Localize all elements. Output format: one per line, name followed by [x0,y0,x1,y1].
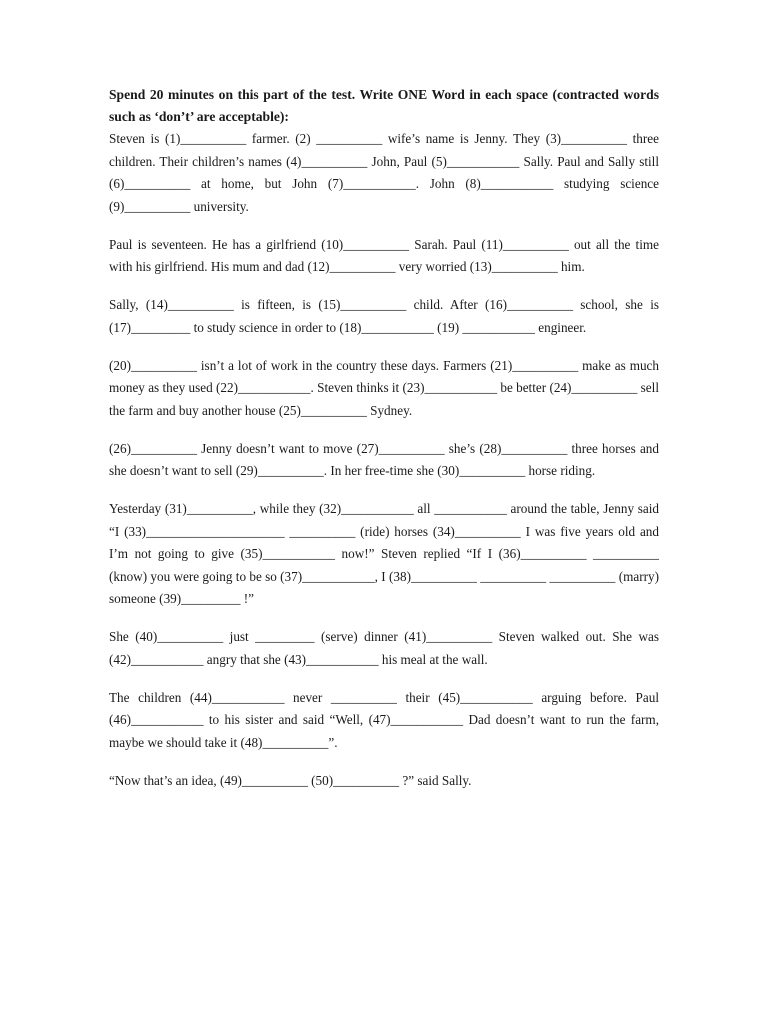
paragraph-6: Yesterday (31)__________, while they (32)___________ all ___________ around the table, Jenny said “I (33)_____________________ __________ (ride) horses (34)__________ I was five years old and I’m not going to give (35)___________ now!” Steven replied “If I (36)__________ __________ (know) you were going to be so (37)___________, I (38)__________ __________ __________ (marry) someone (39)_________ !” [109,501,659,606]
paragraph-3: Sally, (14)__________ is fifteen, is (15)__________ child. After (16)__________ school, she is (17)_________ to study science in order to (18)___________ (19) ___________ engineer. [109,297,659,335]
paragraph-5: (26)__________ Jenny doesn’t want to move (27)__________ she’s (28)__________ three horses and she doesn’t want to sell (29)__________. In her free-time she (30)__________ horse riding. [109,440,659,478]
worksheet-page [109,84,659,808]
paragraph-7: She (40)__________ just _________ (serve) dinner (41)__________ Steven walked out. She was (42)___________ angry that she (43)___________ his meal at the wall. [109,629,659,667]
paragraph-2: Paul is seventeen. He has a girlfriend (10)__________ Sarah. Paul (11)__________ out all the time with his girlfriend. His mum and dad (12)__________ very worried (13)__________ him. [109,236,659,274]
paragraph-9: “Now that’s an idea, (49)__________ (50)__________ ?” said Sally. [109,772,472,788]
paragraph-4: (20)__________ isn’t a lot of work in the country these days. Farmers (21)__________ make as much money as they used (22)___________. Steven thinks it (23)___________ be better (24)__________ sell the farm and buy another house (25)__________ Sydney. [109,357,659,418]
instructions-heading: Spend 20 minutes on this part of the test. Write ONE Word in each space (contracted words such as ‘don’t’ are acceptable): [109,87,659,124]
paragraph-8: The children (44)___________ never __________ their (45)___________ arguing before. Paul (46)___________ to his sister and said “Well, (47)___________ Dad doesn’t want to run the farm, maybe we should take it (48)__________”. [109,689,659,750]
paragraph-1: Steven is (1)__________ farmer. (2) __________ wife’s name is Jenny. They (3)__________ three children. Their children’s names (4)__________ John, Paul (5)___________ Sally. Paul and Sally still (6)__________ at home, but John (7)___________. John (8)___________ studying science (9)__________ university. [109,131,659,214]
